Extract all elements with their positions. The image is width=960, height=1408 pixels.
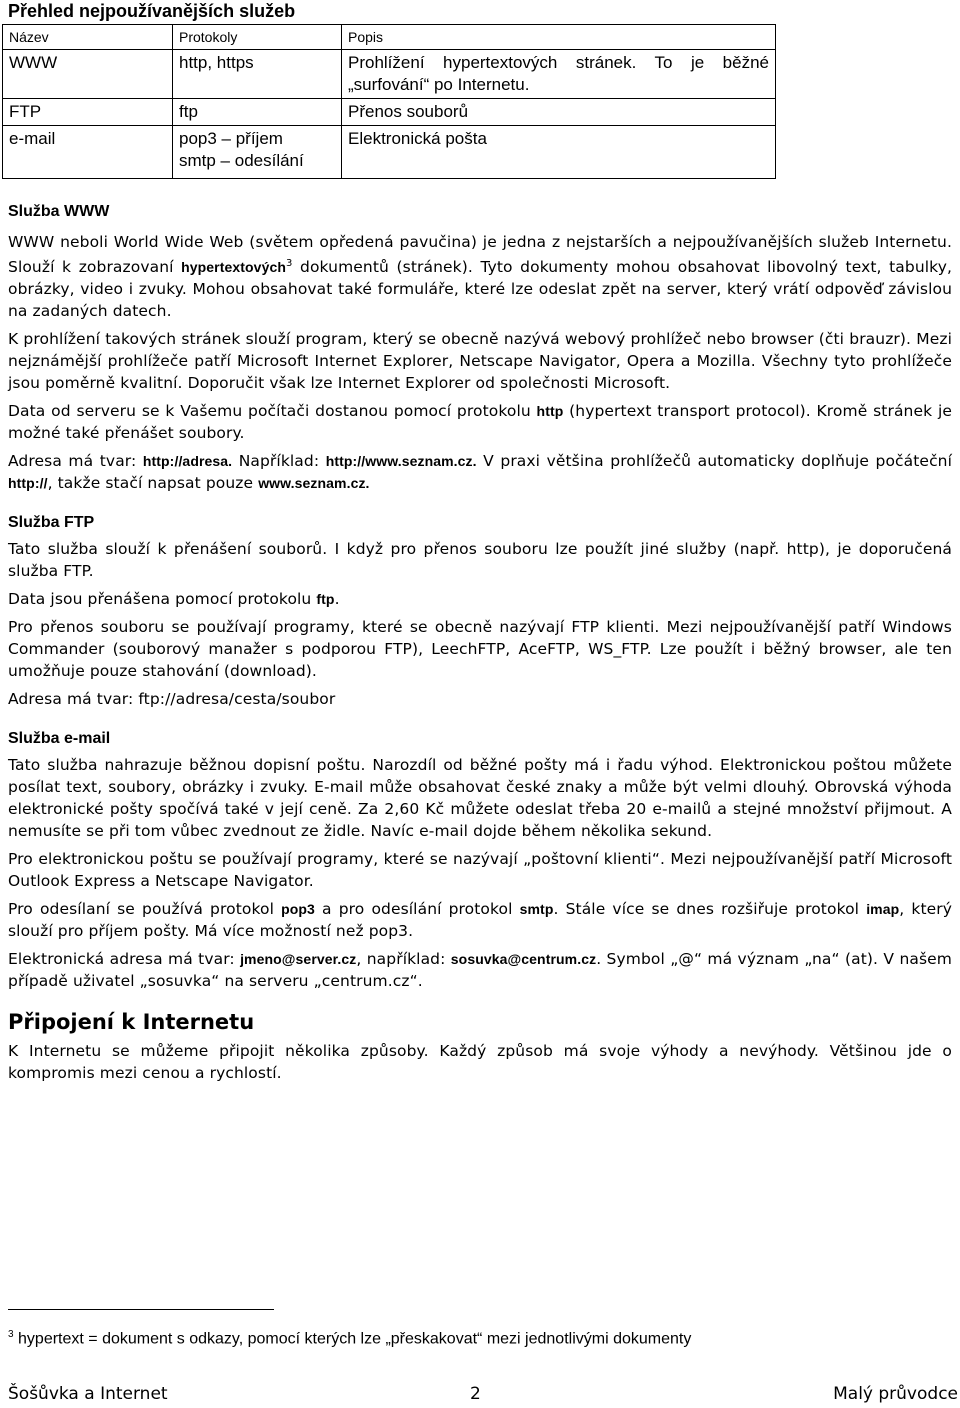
table-cell: FTP [3,99,173,126]
table-cell: ftp [173,99,342,126]
www-paragraph-2: K prohlížení takových stránek slouží program, který se obecně nazývá webový prohlížeč nebo browser (čti brauzr). Mezi nejznámější prohlížeče patří Microsoft Internet Explorer, Netscape Navigator, Opera a Mozilla. Všechny tyto prohlížeče jsou poměrně kvalitní. Doporučit však lze Internet Explorer od společnosti Microsoft. [8,330,952,393]
text: . [334,590,340,609]
footnote-number: 3 [8,1329,14,1340]
services-table [2,24,776,179]
table-cell-line: pop3 – příjem [179,129,283,148]
document-page [8,0,952,1084]
text: Například: [238,452,320,471]
text: , který slouží pro příjem pošty. Má více možností než pop3. [8,900,953,941]
table-cell: Přenos souborů [342,99,776,126]
email-paragraph-1: Tato služba nahrazuje běžnou dopisní poštu. Narozdíl od běžné pošty má i řadu výhod. Elektronickou poštou můžete posílat text, soubory, obrázky i zvuky. E-mail může obsahovat české znaky a může být velmi dlouhý. Obrovská výhoda elektronické pošty spočívá také v její ceně. Za 2,60 Kč můžete odeslat třeba 20 e-mailů a stejné množství přijmout. A nemusíte se při tom vůbec zvednout ze židle. Navíc e-mail dojde během několika sekund. [8,756,952,841]
ftp-paragraph-1: Tato služba slouží k přenášení souborů. I když pro přenos souboru lze použít jiné služby (např. http), je doporučená služba FTP. [8,540,952,581]
keyword-ftp: ftp [316,591,335,608]
footer-right: Malý průvodce [833,1384,958,1404]
text: (hypertext transport protocol). Kromě stránek je možné také přenášet soubory. [8,402,952,443]
keyword-imap: imap [866,901,900,918]
keyword-smtp: smtp [519,901,554,918]
email-paragraph-4 [8,948,952,992]
www-paragraph-3 [8,400,952,444]
www-paragraph-4 [8,450,952,494]
footnote [8,1324,691,1350]
text: dokumentů (stránek). Tyto dokumenty mohou obsahovat libovolný text, tabulky, obrázky, video i zvuky. Mohou obsahovat také formuláře, které lze odeslat zpět na server, který vrátí odpověď závislou na zadaných datech. [8,258,952,321]
address-short: www.seznam.cz. [258,475,370,492]
text: Data od serveru se k Vašemu počítači dostanou pomocí protokolu [8,402,531,421]
table-cell: e-mail [3,126,173,179]
ftp-paragraph-2 [8,588,952,610]
page-footer [8,1380,958,1408]
address-example: http://www.seznam.cz. [325,453,477,470]
table-header-cell: Název [3,25,173,50]
keyword-http: http [536,403,564,420]
text: , takže stačí napsat pouze [47,474,254,493]
keyword-hypertext: hypertextových [181,259,286,276]
text: V praxi většina prohlížečů automaticky doplňuje počáteční [483,452,953,471]
section-heading-ftp: Služba FTP [8,514,95,532]
address-format: http://adresa. [142,453,233,470]
text: Data jsou přenášena pomocí protokolu [8,590,312,609]
text: Elektronická adresa má tvar: [8,950,235,969]
section-heading-www: Služba WWW [8,203,110,220]
table-cell-line: smtp – odesílání [179,151,304,170]
page-number: 2 [470,1384,481,1404]
table-cell: Prohlížení hypertextových stránek. To je běžné „surfování“ po Internetu. [342,50,776,99]
text: , například: [356,950,446,969]
table-cell: Elektronická pošta [342,126,776,179]
section-heading-connect: Připojení k Internetu [8,1010,255,1035]
section-heading-email: Služba e-mail [8,730,111,748]
address-prefix: http:// [8,475,48,492]
www-paragraph-1 [8,231,952,322]
email-example: sosuvka@centrum.cz [450,951,597,968]
table-row [3,50,776,99]
overview-heading: Přehled nejpoužívanějších služeb [8,1,296,21]
table-header-cell: Protokoly [173,25,342,50]
keyword-pop3: pop3 [281,901,315,918]
ftp-paragraph-4: Adresa má tvar: ftp://adresa/cesta/soubor [8,690,336,709]
table-cell: WWW [3,50,173,99]
text: a pro odesílání protokol [322,900,513,919]
email-paragraph-2: Pro elektronickou poštu se používají programy, které se nazývají „poštovní klienti“. Mezi nejpoužívanější patří Microsoft Outlook Express a Netscape Navigator. [8,850,952,891]
table-header-cell: Popis [342,25,776,50]
text: . Symbol „@“ má význam „na“ (at). V našem případě uživatel „sosuvka“ na serveru „centrum.cz“. [8,950,952,991]
text: Pro odesílaní se používá protokol [8,900,274,919]
footer-left: Šošůvka a Internet [8,1384,168,1404]
footnote-ref: 3 [286,258,293,269]
connect-paragraph-1: K Internetu se můžeme připojit několika způsoby. Každý způsob má svoje výhody a nevýhody. Většinou jde o kompromis mezi cenou a rychlostí. [8,1042,952,1083]
text: . Stále více se dnes rozšiřuje protokol [553,900,860,919]
footnote-divider [8,1309,274,1310]
text: Adresa má tvar: [8,452,137,471]
footnote-text: hypertext = dokument s odkazy, pomocí kterých lze „přeskakovat“ mezi jednotlivými dokumenty [18,1330,692,1348]
table-row [3,126,776,179]
text: WWW neboli World Wide Web (světem opředená pavučina) je jedna z nejstarších a nejpoužívanějších služeb Internetu. Slouží k zobrazovaní [8,233,952,277]
table-cell [173,126,342,179]
email-paragraph-3 [8,898,952,942]
ftp-paragraph-3: Pro přenos souboru se používají programy, které se obecně nazývají FTP klienti. Mezi nejpoužívanější patří Windows Commander (souborový manažer s podporou FTP), LeechFTP, AceFTP, WS_FTP. Lze použít i běžný browser, ale ten umožňuje pouze stahování (download). [8,618,952,681]
email-format: jmeno@server.cz [240,951,357,968]
table-row [3,99,776,126]
table-cell: http, https [173,50,342,99]
table-header-row [3,25,776,50]
